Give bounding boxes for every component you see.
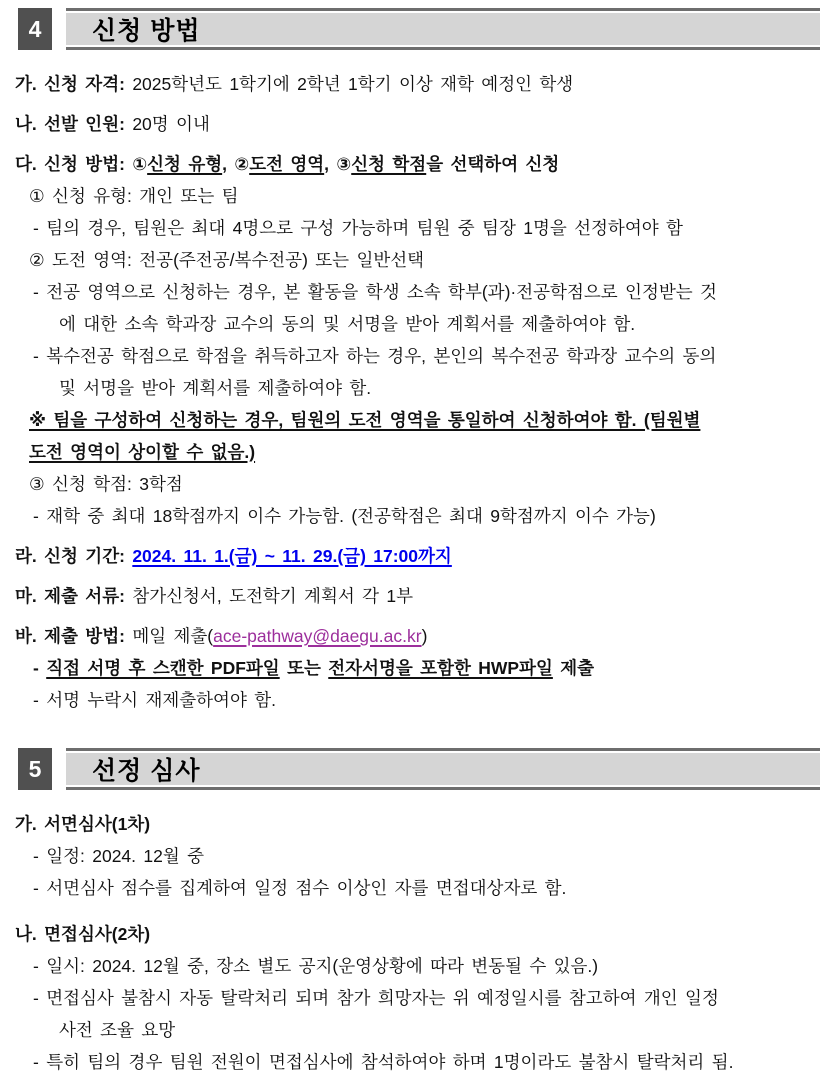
text-segment: 을 선택하여 신청	[426, 154, 560, 174]
text-segment: ,	[324, 154, 337, 174]
section-title-banner	[66, 8, 820, 50]
section-title: 신청 방법	[92, 17, 201, 45]
text-segment: 또는	[279, 658, 329, 678]
text-line	[15, 982, 820, 1014]
text-segment: 사전 조율 요망	[59, 1020, 176, 1040]
text-line	[15, 68, 820, 100]
text-segment: 에 대한 소속 학과장 교수의 동의 및 서명을 받아 계획서를 제출하여야 함.	[59, 314, 636, 334]
email-link[interactable]: ace-pathway@daegu.ac.kr	[213, 626, 422, 646]
text-segment: 바. 제출 방법:	[15, 626, 125, 646]
text-segment: 직접 서명 후 스캔한 PDF파일	[46, 658, 280, 678]
text-line	[15, 540, 820, 572]
text-segment: 20명 이내	[124, 114, 210, 134]
text-segment: - 팀의 경우, 팀원은 최대 4명으로 구성 가능하며 팀원 중 팀장 1명을 선정하여야 함	[33, 218, 683, 238]
text-segment: 도전 영역이 상이할 수 없음.)	[29, 442, 256, 462]
text-line	[15, 404, 820, 436]
text-segment: 및 서명을 받아 계획서를 제출하여야 함.	[59, 378, 372, 398]
text-line	[15, 276, 820, 308]
application-period: 2024. 11. 1.(금) ~ 11. 29.(금) 17:00까지	[132, 546, 452, 566]
text-line	[15, 1014, 820, 1046]
text-segment: ①	[132, 154, 148, 174]
text-line	[15, 580, 820, 612]
text-segment: 참가신청서, 도전학기 계획서 각 1부	[124, 586, 414, 606]
text-line	[15, 620, 820, 652]
text-line	[15, 108, 820, 140]
text-line	[15, 212, 820, 244]
text-segment: - 서명 누락시 재제출하여야 함.	[33, 690, 276, 710]
text-line	[15, 840, 820, 872]
text-segment: ① 신청 유형: 개인 또는 팀	[29, 186, 239, 206]
section-title: 선정 심사	[92, 757, 201, 785]
text-segment: - 일시: 2024. 12월 중, 장소 별도 공지(운영상황에 따라 변동될 수 있음.)	[33, 956, 599, 976]
text-segment: 가. 서면심사(1차)	[15, 814, 151, 834]
text-line	[15, 308, 820, 340]
text-line	[15, 950, 820, 982]
text-line	[15, 148, 820, 180]
text-line	[15, 244, 820, 276]
text-segment: 메일 제출(	[124, 626, 214, 646]
text-segment: ※ 팀을 구성하여 신청하는 경우, 팀원의 도전 영역을 통일하여 신청하여야 함. (팀원별	[29, 410, 701, 430]
text-line	[15, 340, 820, 372]
text-line	[15, 468, 820, 500]
text-segment: ②	[234, 154, 250, 174]
text-segment: 전자서명을 포함한 HWP파일	[328, 658, 553, 678]
section-header-4	[18, 8, 820, 50]
text-line	[15, 872, 820, 904]
text-segment: 2025학년도 1학기에 2학년 1학기 이상 재학 예정인 학생	[124, 74, 574, 94]
text-segment: - 전공 영역으로 신청하는 경우, 본 활동을 학생 소속 학부(과)·전공학점으로 인정받는 것	[33, 282, 717, 302]
section-body-4	[15, 68, 820, 716]
text-segment: - 서면심사 점수를 집계하여 일정 점수 이상인 자를 면접대상자로 함.	[33, 878, 567, 898]
text-segment: 나. 면접심사(2차)	[15, 924, 151, 944]
text-segment: - 재학 중 최대 18학점까지 이수 가능함. (전공학점은 최대 9학점까지 이수 가능)	[33, 506, 656, 526]
text-segment: 나. 선발 인원:	[15, 114, 125, 134]
text-line	[15, 1046, 820, 1078]
text-segment: 신청 유형	[147, 154, 223, 174]
text-segment: 마. 제출 서류:	[15, 586, 125, 606]
section-number-badge: 5	[18, 748, 52, 790]
text-segment: ② 도전 영역: 전공(주전공/복수전공) 또는 일반선택	[29, 250, 425, 270]
text-segment: 가. 신청 자격:	[15, 74, 125, 94]
text-line	[15, 436, 820, 468]
section-header-5	[18, 748, 820, 790]
text-segment: - 복수전공 학점으로 학점을 취득하고자 하는 경우, 본인의 복수전공 학과장 교수의 동의	[33, 346, 717, 366]
text-segment: ③	[336, 154, 352, 174]
text-segment: 제출	[552, 658, 595, 678]
text-segment: -	[33, 658, 47, 678]
text-line	[15, 652, 820, 684]
section-body-5	[15, 808, 820, 1078]
text-segment: 도전 영역	[249, 154, 325, 174]
text-segment: 신청 학점	[351, 154, 427, 174]
text-segment: ,	[222, 154, 235, 174]
text-line	[15, 500, 820, 532]
text-segment: - 특히 팀의 경우 팀원 전원이 면접심사에 참석하여야 하며 1명이라도 불참시 탈락처리 됨.	[33, 1052, 734, 1072]
text-segment: ③ 신청 학점: 3학점	[29, 474, 183, 494]
text-line	[15, 372, 820, 404]
text-line	[15, 684, 820, 716]
text-segment: 라. 신청 기간:	[15, 546, 133, 566]
section-title-banner	[66, 748, 820, 790]
text-segment: - 면접심사 불참시 자동 탈락처리 되며 참가 희망자는 위 예정일시를 참고하여 개인 일정	[33, 988, 719, 1008]
text-segment: )	[421, 626, 428, 646]
text-line	[15, 808, 820, 840]
text-segment: - 일정: 2024. 12월 중	[33, 846, 205, 866]
section-number-badge: 4	[18, 8, 52, 50]
text-line	[15, 180, 820, 212]
text-segment: 다. 신청 방법:	[15, 154, 133, 174]
text-line	[15, 918, 820, 950]
